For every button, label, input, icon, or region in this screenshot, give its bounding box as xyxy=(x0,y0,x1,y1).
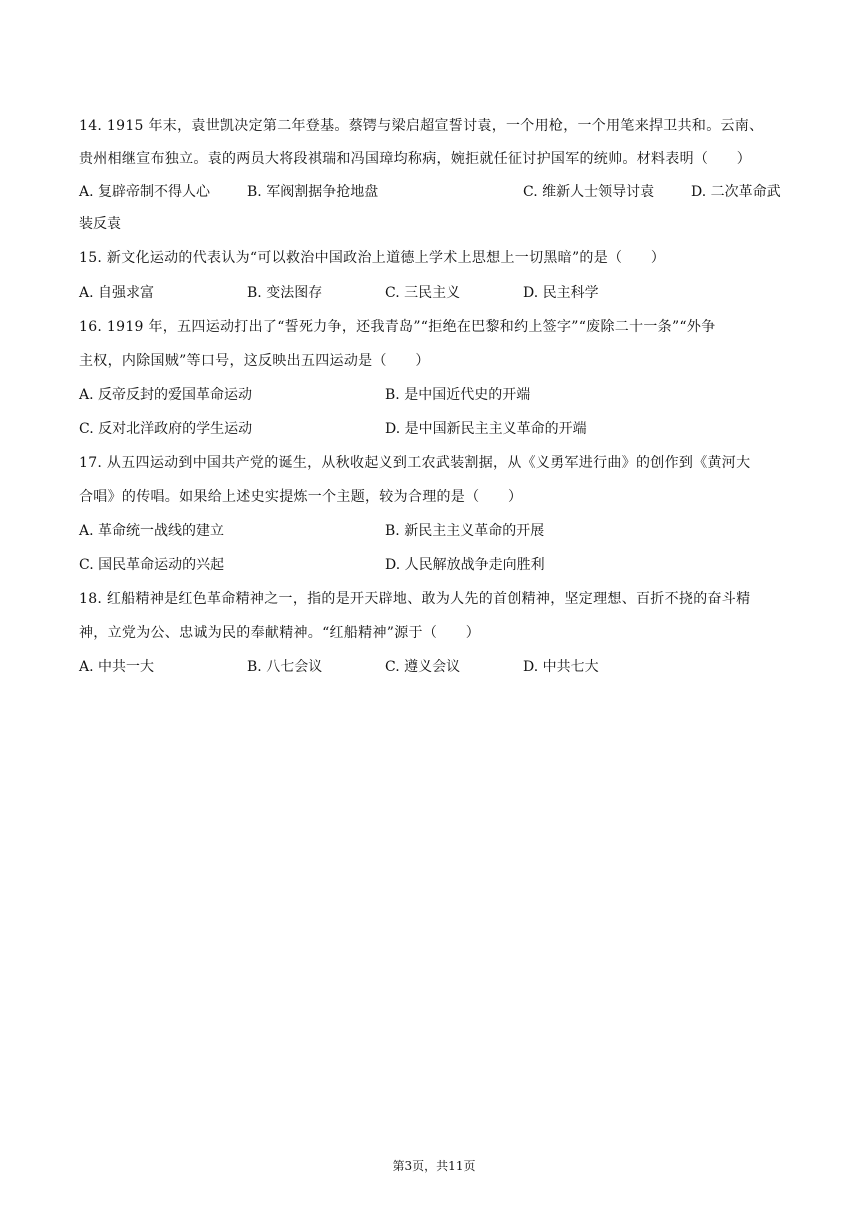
q16-option-b: B. 是中国近代史的开端 xyxy=(385,387,531,403)
q17-option-c: C. 国民革命运动的兴起 xyxy=(79,557,225,573)
q14-option-c: C. 维新人士领导讨袁 xyxy=(523,184,655,200)
q16-option-d: D. 是中国新民主主义革命的开端 xyxy=(385,421,587,437)
q15-option-d: D. 民主科学 xyxy=(523,285,599,301)
q17-stem-line1: 17. 从五四运动到中国共产党的诞生，从秋收起义到工农武装割据，从《义勇军进行曲》的创作到《黄河大 xyxy=(79,455,751,471)
q14-stem-line1: 14. 1915 年末，袁世凯决定第二年登基。蔡锷与梁启超宣誓讨袁，一个用枪，一个用笔来捍卫共和。云南、 xyxy=(79,118,764,134)
q17-option-a: A. 革命统一战线的建立 xyxy=(79,523,225,539)
q17-option-b: B. 新民主主义革命的开展 xyxy=(385,523,545,539)
q16-option-a: A. 反帝反封的爱国革命运动 xyxy=(79,387,253,403)
q14-stem-line2: 贵州相继宣布独立。袁的两员大将段祺瑞和冯国璋均称病，婉拒就任征讨护国军的统帅。材料表明（ ） xyxy=(79,151,752,167)
q15-stem-line1: 15. 新文化运动的代表认为“可以救治中国政治上道德上学术上思想上一切黑暗”的是（ ） xyxy=(79,250,666,266)
q18-option-a: A. 中共一大 xyxy=(79,659,155,675)
page-number-footer: 第3页，共11页 xyxy=(392,1159,476,1173)
q18-option-b: B. 八七会议 xyxy=(247,659,323,675)
q15-option-c: C. 三民主义 xyxy=(385,285,461,301)
q18-option-d: D. 中共七大 xyxy=(523,659,599,675)
q14-option-d-continued: 装反袁 xyxy=(79,216,121,232)
q14-option-a: A. 复辟帝制不得人心 xyxy=(79,184,211,200)
q14-option-b: B. 军阀割据争抢地盘 xyxy=(247,184,379,200)
q15-option-b: B. 变法图存 xyxy=(247,285,323,301)
q16-option-c: C. 反对北洋政府的学生运动 xyxy=(79,421,253,437)
q17-stem-line2: 合唱》的传唱。如果给上述史实提炼一个主题，较为合理的是（ ） xyxy=(79,489,523,505)
q18-option-c: C. 遵义会议 xyxy=(385,659,461,675)
q14-option-d: D. 二次革命武 xyxy=(691,184,781,200)
q16-stem-line2: 主权，内除国贼”等口号，这反映出五四运动是（ ） xyxy=(79,353,430,369)
q15-option-a: A. 自强求富 xyxy=(79,285,155,301)
q16-stem-line1: 16. 1919 年，五四运动打出了“誓死力争，还我青岛”“拒绝在巴黎和约上签字”“废除二十一条”“外争 xyxy=(79,319,716,335)
q17-option-d: D. 人民解放战争走向胜利 xyxy=(385,557,545,573)
q18-stem-line1: 18. 红船精神是红色革命精神之一，指的是开天辟地、敢为人先的首创精神，坚定理想、百折不挠的奋斗精 xyxy=(79,591,751,607)
q18-stem-line2: 神，立党为公、忠诚为民的奉献精神。“红船精神”源于（ ） xyxy=(79,625,481,641)
